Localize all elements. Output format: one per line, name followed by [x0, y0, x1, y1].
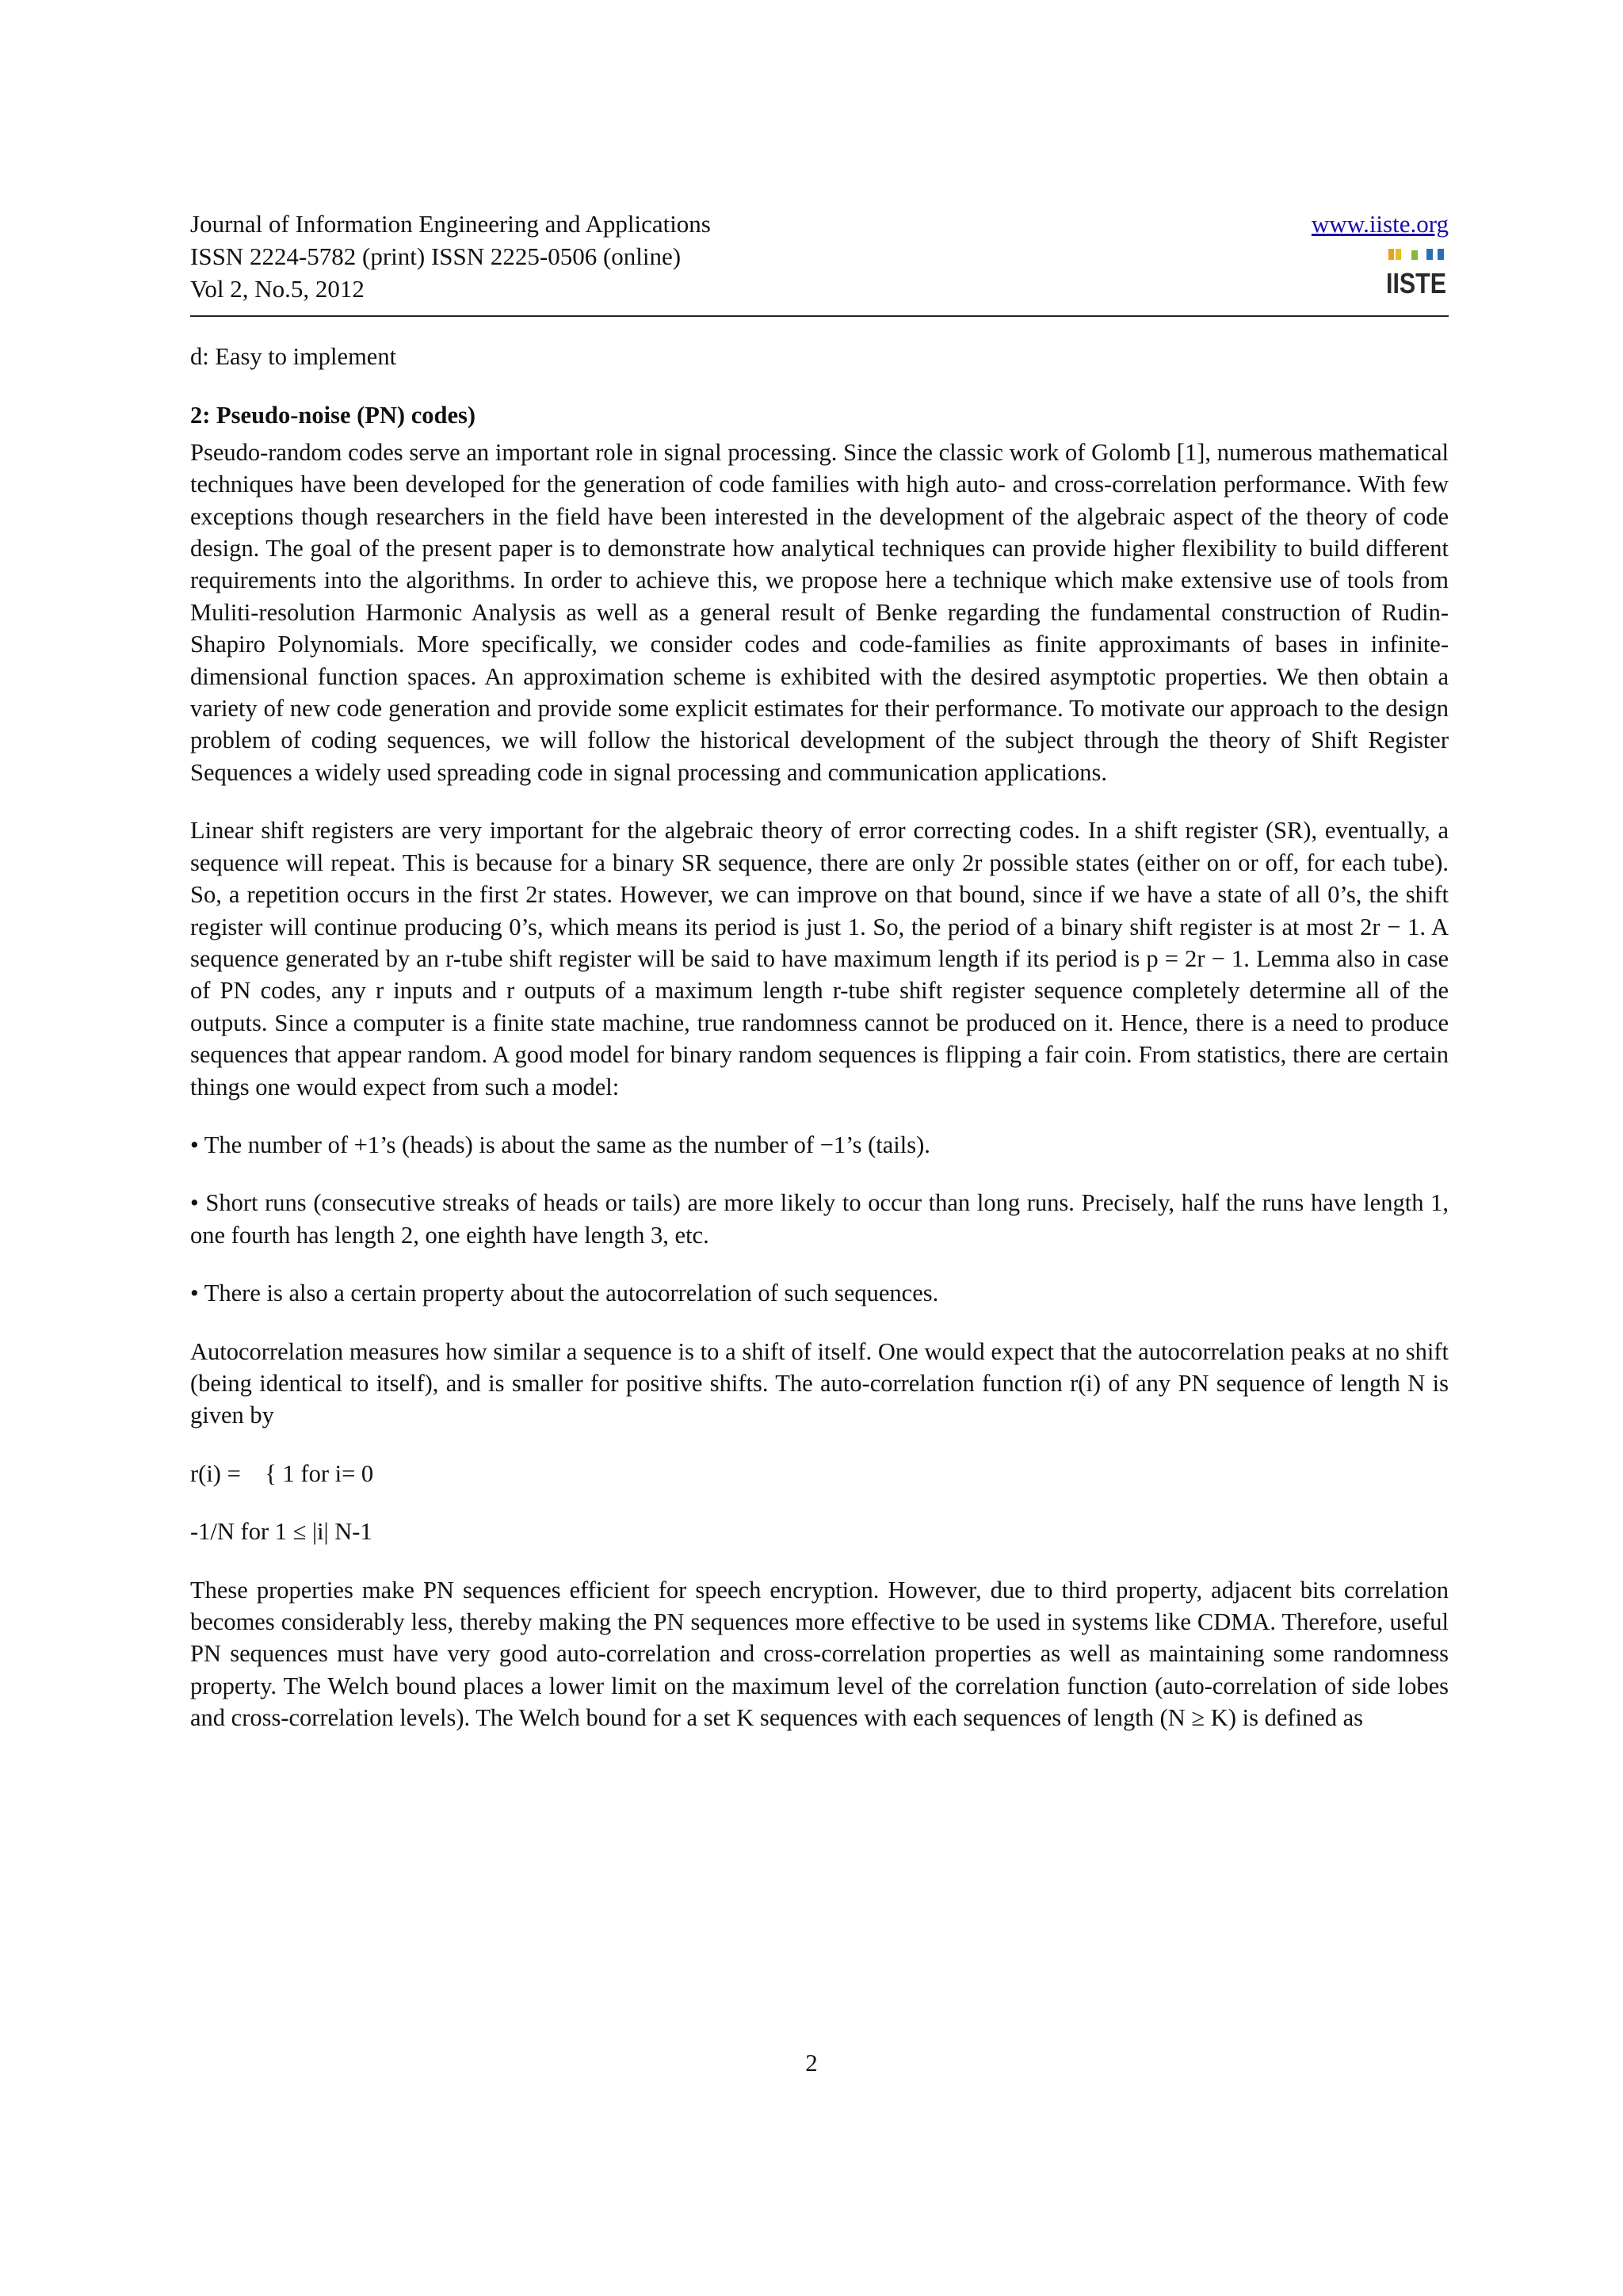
- logo-wordmark: IISTE: [1386, 267, 1446, 299]
- website-link[interactable]: www.iiste.org: [1311, 210, 1449, 238]
- logo-bar-blue-2: [1438, 249, 1444, 260]
- bullet-3: • There is also a certain property about the autocorrelation of such sequences.: [190, 1280, 939, 1307]
- logo-bar-orange: [1388, 249, 1394, 260]
- journal-issn: ISSN 2224-5782 (print) ISSN 2225-0506 (online): [190, 242, 682, 270]
- page-number: 2: [805, 2049, 818, 2077]
- iiste-logo-icon: [1385, 247, 1447, 299]
- formula-line-1: r(i) = { 1 for i= 0: [190, 1459, 374, 1487]
- paragraph-3: Autocorrelation measures how similar a sequence is to a shift of itself. One would expect that the autocorrelation peaks at no shift (being identical to itself), and is smaller for positive shifts. The auto-correlation function r(i) of any PN sequence of length N is given by: [190, 1337, 1449, 1429]
- formula-line-2: -1/N for 1 ≤ |i| N-1: [190, 1518, 372, 1546]
- paragraph-1: Pseudo-random codes serve an important role in signal processing. Since the classic work of Golomb [1], numerous mathematical techniques have been developed for the generation of code families with high auto- and cross-correlation performance. With few exceptions though researchers in the field have been interested in the development of the algebraic aspect of the theory of code design. The goal of the present paper is to demonstrate how analytical techniques can provide higher flexibility to build different requirements into the algorithms. In order to achieve this, we propose here a technique which make extensive use of tools from Muliti-resolution Harmonic Analysis as well as a general result of Benke regarding the fundamental construction of Rudin-Shapiro Polynomials. More specifically, we consider codes and code-families as finite approximants of bases in infinite-dimensional function spaces. An approximation scheme is exhibited with the desired asymptotic properties. We then obtain a variety of new code generation and provide some explicit estimates for their performance. To motivate our approach to the design problem of coding sequences, we will follow the historical development of the subject through the theory of Shift Register Sequences a widely used spreading code in signal processing and communication applications.: [190, 438, 1449, 786]
- logo-bar-green: [1411, 250, 1418, 260]
- list-item-d: d: Easy to implement: [190, 343, 397, 370]
- logo-bar-yellow: [1396, 249, 1401, 260]
- bullet-1: • The number of +1’s (heads) is about the same as the number of −1’s (tails).: [190, 1131, 930, 1158]
- paragraph-2: Linear shift registers are very important for the algebraic theory of error correcting codes. In a shift register (SR), eventually, a sequence will repeat. This is because for a binary SR sequence, there are only 2r possible states (either on or off, for each tube). So, a repetition occurs in the first 2r states. However, we can improve on that bound, since if we have a state of all 0’s, the shift register will continue producing 0’s, which means its period is just 1. So, the period of a binary shift register is at most 2r − 1. A sequence generated by an r-tube shift register will be said to have maximum length if its period is p = 2r − 1. Lemma also in case of PN codes, any r inputs and r outputs of a maximum length r-tube shift register sequence completely determine all of the outputs. Since a computer is a finite state machine, true randomness cannot be produced on it. Hence, there is a need to produce sequences that appear random. A good model for binary random sequences is flipping a fair coin. From statistics, there are certain things one would expect from such a model:: [190, 817, 1449, 1100]
- journal-header: [190, 208, 1449, 305]
- journal-title: Journal of Information Engineering and Applications: [190, 210, 711, 238]
- paragraph-4: These properties make PN sequences efficient for speech encryption. However, due to third property, adjacent bits correlation becomes considerably less, thereby making the PN sequences more effective to be used in systems like CDMA. Therefore, useful PN sequences must have very good auto-correlation and cross-correlation properties as well as maintaining some randomness property. The Welch bound places a lower limit on the maximum level of the correlation function (auto-correlation of side lobes and cross-correlation levels). The Welch bound for a set K sequences with each sequences of length (N ≥ K) is defined as: [190, 1576, 1449, 1732]
- journal-volume: Vol 2, No.5, 2012: [190, 275, 365, 303]
- section-heading: 2: Pseudo-noise (PN) codes): [190, 402, 476, 429]
- bullet-2: • Short runs (consecutive streaks of heads or tails) are more likely to occur than long runs. Precisely, half the runs have length 1, one fourth has length 2, one eighth have length 3, etc.: [190, 1189, 1449, 1249]
- header-divider: [190, 315, 1449, 317]
- paper-body: [190, 341, 1449, 1734]
- logo-bar-blue-1: [1426, 249, 1433, 260]
